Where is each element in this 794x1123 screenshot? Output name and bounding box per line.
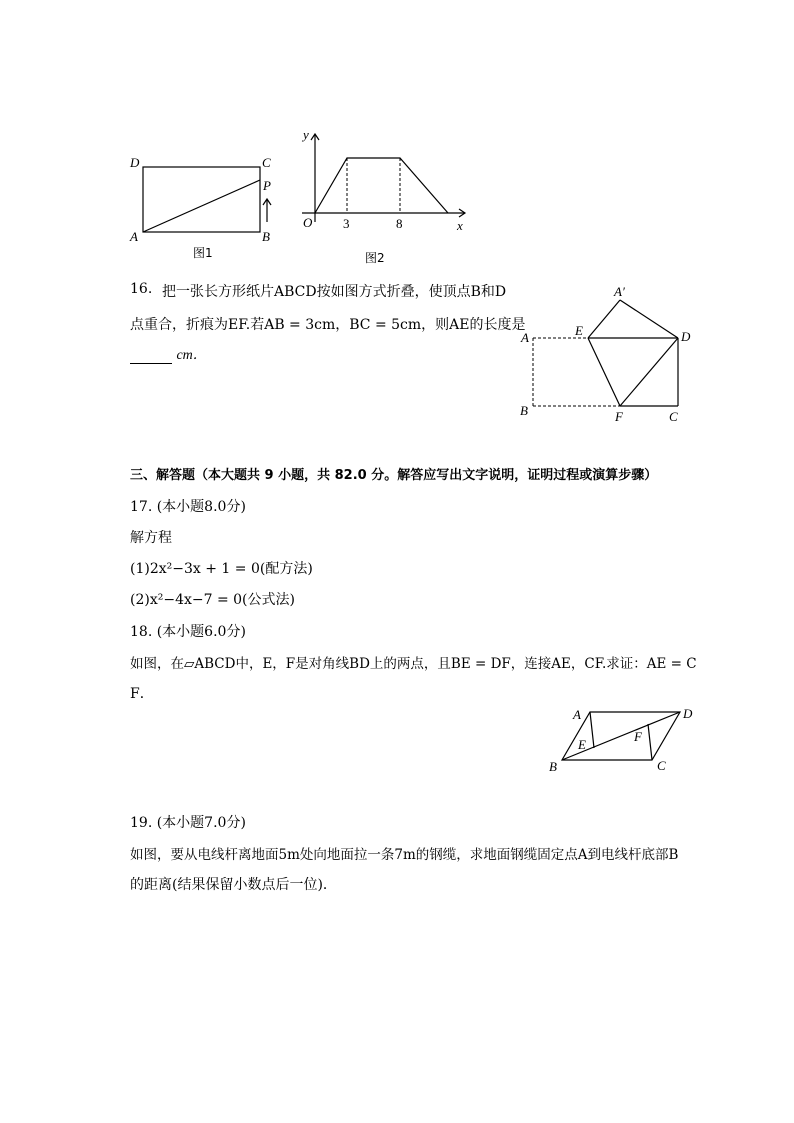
q16-label-E: E (575, 323, 583, 338)
fig2-caption: 图2 (365, 251, 385, 265)
q16-line1: 把一张长方形纸片ABCD按如图方式折叠，使顶点B和D (162, 284, 507, 300)
q18-label-C: C (657, 758, 666, 773)
q18-label-F: F (634, 729, 642, 744)
q18-line2: F． (130, 686, 154, 702)
q19-line2: 的距离(结果保留小数点后一位)． (130, 877, 337, 893)
fig2-axis-x: x (457, 218, 463, 233)
fig2-tick-3: 3 (343, 216, 350, 231)
q18-label-B: B (549, 759, 557, 774)
fig2-tick-8: 8 (396, 216, 403, 231)
q16-number: 16. (130, 281, 153, 297)
fig1-label-B: B (262, 229, 270, 244)
q18-label-D: D (683, 706, 693, 721)
q17-intro: 解方程 (130, 530, 172, 546)
q19-header: 19. (本小题7.0分) (130, 815, 246, 831)
q18-label-A: A (573, 707, 581, 722)
q16-label-F: F (615, 409, 623, 424)
q16-label-B: B (520, 403, 528, 418)
q16-label-Aprime: A′ (614, 284, 625, 299)
q18-line1: 如图，在▱ABCD中，E，F是对角线BD上的两点，且BE = DF，连接AE，CF.求证：AE = C (130, 656, 697, 672)
q19-line1: 如图，要从电线杆离地面5m处向地面拉一条7m的钢缆，求地面钢缆固定点A到电线杆底部B (130, 847, 679, 863)
section-3-heading: 三、解答题（本大题共 9 小题，共 82.0 分。解答应写出文字说明，证明过程或演算步骤） (130, 468, 658, 483)
fig1-label-D: D (130, 155, 140, 170)
fig1-label-P: P (263, 178, 271, 193)
q18-label-E: E (578, 737, 586, 752)
fig1-label-C: C (262, 155, 271, 170)
q17-header: 17. (本小题8.0分) (130, 499, 246, 515)
q17-eq1: (1)2x²−3x + 1 = 0(配方法) (130, 561, 313, 577)
q16-label-A: A (521, 330, 529, 345)
q16-unit: cm． (176, 348, 207, 363)
fig1-label-A: A (130, 229, 138, 244)
q16-label-D: D (681, 329, 691, 344)
q17-eq2: (2)x²−4x−7 = 0(公式法) (130, 592, 295, 608)
fig2-axis-y: y (303, 127, 309, 142)
fig2-origin: O (303, 215, 313, 230)
fig1-caption: 图1 (193, 246, 213, 260)
q18-header: 18. (本小题6.0分) (130, 624, 246, 640)
q16-label-C: C (669, 409, 678, 424)
q16-line2: 点重合，折痕为EF.若AB = 3cm，BC = 5cm，则AE的长度是 (130, 317, 526, 333)
